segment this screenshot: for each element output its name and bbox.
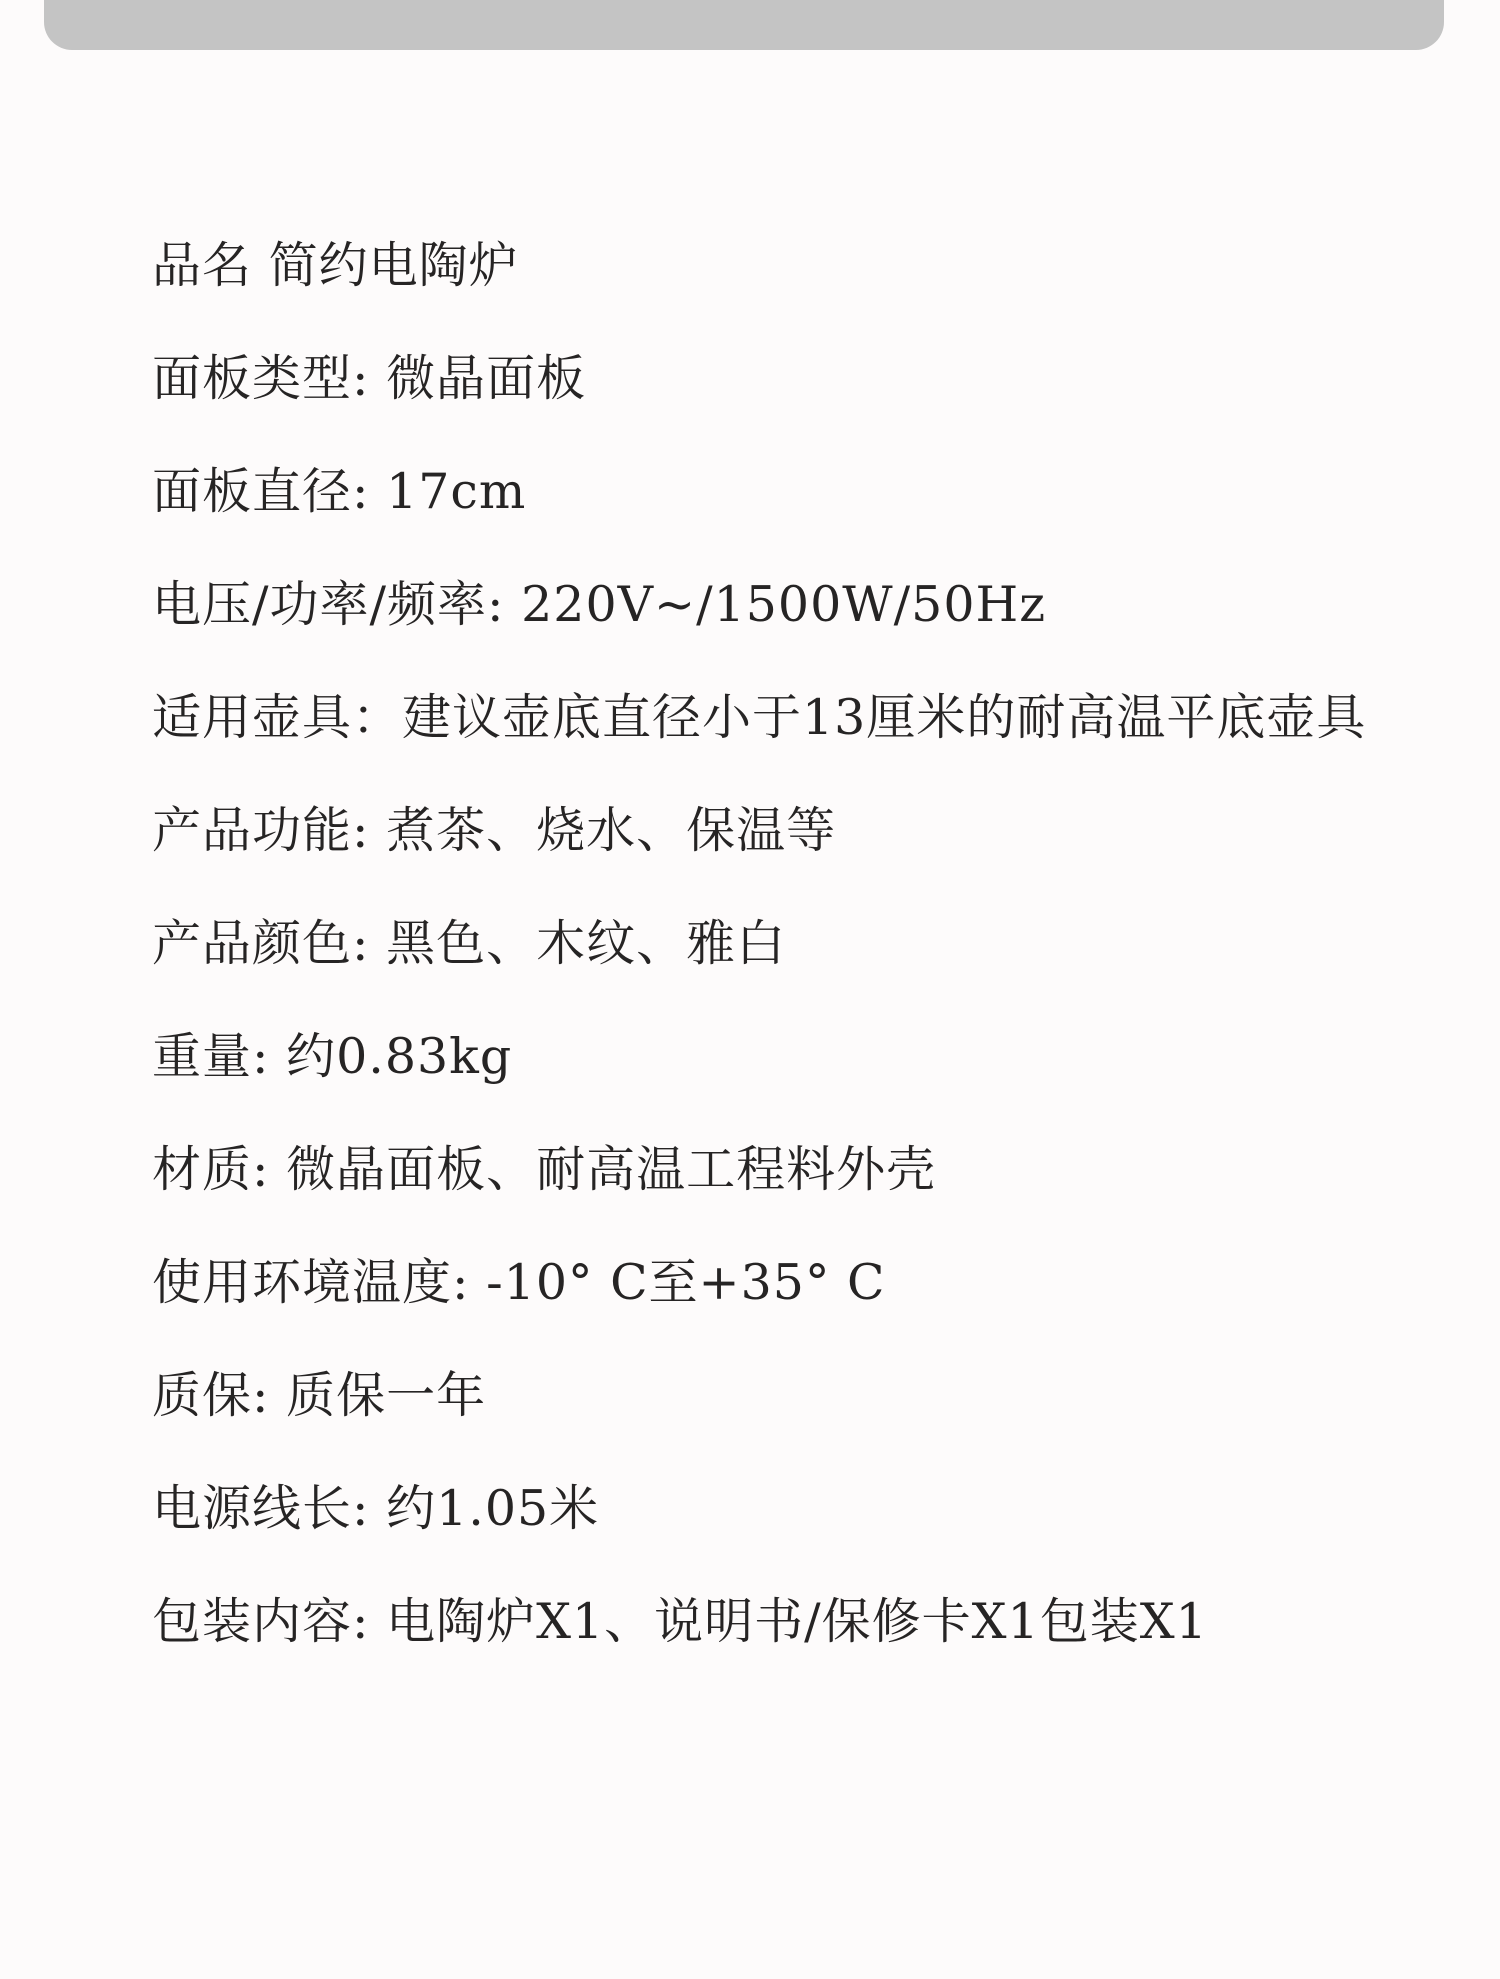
spec-package-contents: 包装内容: 电陶炉X1、说明书/保修卡X1包装X1 bbox=[152, 1593, 1208, 1650]
spec-weight: 重量: 约0.83kg bbox=[152, 1028, 513, 1085]
spec-compatible-kettle: 适用壶具：建议壶底直径小于13厘米的耐高温平底壶具 bbox=[152, 689, 1367, 746]
spec-colors: 产品颜色: 黑色、木纹、雅白 bbox=[152, 915, 787, 972]
top-banner-bar bbox=[44, 0, 1444, 50]
spec-warranty: 质保: 质保一年 bbox=[152, 1367, 487, 1424]
spec-operating-temperature: 使用环境温度: -10° C至+35° C bbox=[152, 1254, 886, 1311]
spec-product-name: 品名 简约电陶炉 bbox=[152, 237, 519, 294]
spec-voltage-power-frequency: 电压/功率/频率: 220V~/1500W/50Hz bbox=[152, 576, 1047, 633]
spec-panel-diameter: 面板直径: 17cm bbox=[152, 463, 527, 520]
spec-functions: 产品功能: 煮茶、烧水、保温等 bbox=[152, 802, 837, 859]
spec-cord-length: 电源线长: 约1.05米 bbox=[152, 1480, 600, 1537]
spec-panel-type: 面板类型: 微晶面板 bbox=[152, 350, 587, 407]
spec-material: 材质: 微晶面板、耐高温工程料外壳 bbox=[152, 1141, 937, 1198]
spec-list bbox=[152, 224, 1366, 1693]
